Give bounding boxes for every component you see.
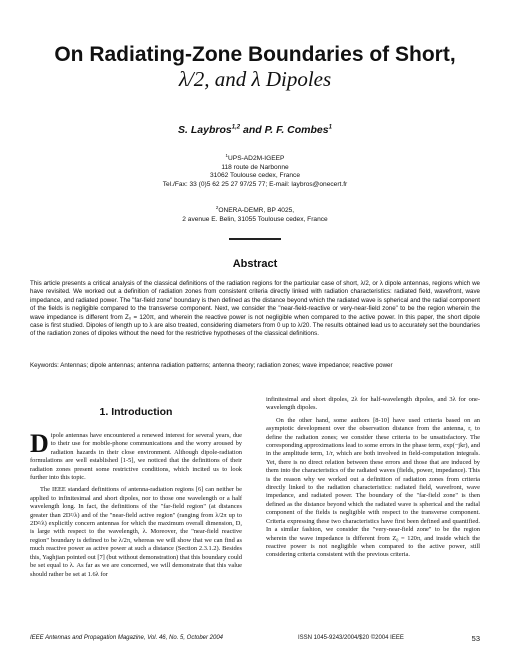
author-2: P. F. Combes <box>264 124 329 136</box>
right-column <box>266 396 480 564</box>
title-line-2: λ/2, and λ Dipoles <box>178 67 332 91</box>
affiliation-1-line-3: 31062 Toulouse cedex, France <box>209 172 301 180</box>
page-footer <box>30 635 480 645</box>
abstract-heading: Abstract <box>232 258 278 270</box>
intro-paragraph-3: infinitesimal and short dipoles, 2λ for half-wavelength dipoles, and 3λ for one-wavelength dipoles. <box>266 396 480 412</box>
author-1-superscript: 1,2 <box>231 124 241 131</box>
affiliation-2-line-1: ONERA-DEMR, BP 4025, <box>218 207 295 215</box>
affiliation-2 <box>60 204 450 224</box>
author-1: S. Laybros <box>178 124 232 136</box>
author-conjunction: and <box>243 124 262 136</box>
author-line <box>30 124 480 136</box>
introduction-heading: 1. Introduction <box>99 406 173 418</box>
title-line-1: On Radiating-Zone Boundaries of Short, <box>54 43 456 66</box>
affiliation-1-superscript: 1 <box>225 153 229 158</box>
drop-cap: D <box>30 429 49 458</box>
left-column <box>30 429 242 583</box>
affiliation-1-line-1: UPS-AD2M-IGEEP <box>228 155 285 163</box>
affiliation-2-superscript: 2 <box>215 205 219 210</box>
page-number: 53 <box>471 634 480 643</box>
affiliation-1-line-4: Tel./Fax: 33 (0)5 62 25 27 97/25 77; E-mail: laybros@onecert.fr <box>162 180 348 188</box>
issn-copyright: ISSN 1045-9243/2004/$20 ©2004 IEEE <box>298 635 404 641</box>
author-2-superscript: 1 <box>328 124 332 131</box>
abstract-text: This article presents a critical analysis of the classical definitions of the radiation regions for the particular case of short, λ/2, or λ dipole antennas, regions which we have revisited. We worked out a definition of radiation zones from consistent criteria directly linked with radiation characteristics: radiated field, wavefront, wave impedance, and radiated power. The "far-field zone" boundary is then defined as the distance beyond which the radiated wave is spherical and the radial component of the fields is negligible compared to the transverse component. Next, we consider the "near-field-reactive or very-near-field zone" to be the region wherein the wave impedance is different from Z₀ = 120π, and wherein the reactive power is not negligible when compared to the active power. In this paper, the short dipole case is first studied. Dipoles of length up to λ are also treated, considering diameters from 0 up to λ/20. The results obtained lead us to accurately set the boundaries of the radiation zones of dipoles without the need for the restrictive hypotheses of the classical definitions. <box>30 280 480 338</box>
intro-paragraph-1 <box>30 429 242 482</box>
intro-paragraph-1-text: ipole antennas have encountered a renewed interest for several years, due to their use for mobile-phone communications and the worry aroused by radiation hazards in their close environment. Although dipole-radiation formulations are well established [1-5], we noticed that the definitions of their radiation zones present some restrictive conditions, which incited us to look further into this topic. <box>30 432 242 482</box>
intro-paragraph-4: On the other hand, some authors [8-10] have used criteria based on an asymptotic development over the observation distance from the antenna, r, to define the radiation zones; we consider these criteria to be unsatisfactory. The corresponding approximations lead to some errors in the phase term, exp(−jkr), and in the amplitude term, 1/r, which are both involved in field-computation integrals. Yet, there is no direct relation between these errors and those that are induced by them into the characteristics of the radiated waves (fields, power, impedance). This is the reason why we worked out a definition of radiation zones from criteria directly linked to the radiation characteristics: radiated field, wavefront, wave impedance, and radiated power. The boundary of the "far-field zone" is then defined as the distance beyond which the radiated wave is spherical and the radial component of the fields is negligible with respect to the transverse component. Criteria expressing these two characteristics have first been defined and quantified. In a similar fashion, we consider the "very-near-field zone" to be the region wherein the wave impedance is different from Z₀ = 120π, and inside which the reactive power is not negligible when compared to the active power, still considering criteria consistent with the previous criteria. <box>266 416 480 559</box>
section-divider <box>229 238 281 240</box>
journal-citation: IEEE Antennas and Propagation Magazine, Vol. 46, No. 5, October 2004 <box>30 635 224 641</box>
keywords: Keywords: Antennas; dipole antennas; antenna radiation patterns; antenna theory; radiation zones; wave impedance; reactive power <box>30 362 393 369</box>
intro-paragraph-2: The IEEE standard definitions of antenna-radiation regions [6] can neither be applied to infinitesimal and short dipoles, nor to those one wavelength or a half wavelength long. In fact, the definitions of the "far-field region" (at distances greater than 2D²/λ) and of the "near-field active region" (ranging from λ/2π up to 2D²/λ) explicitly concern antennas for which the maximum overall dimension, D, is large with respect to the wavelength, λ. Moreover, the "near-field reactive region" boundary is defined to be λ/2π, whereas we will show that we can find as much reactive power as active power at such a distance (Section 2.3.1.2). Besides this, Yaghjian pointed out [7] (but without demonstration) that this boundary could be set equal to λ. As far as we are concerned, we will demonstrate that this value should rather be set at 1.6λ for <box>30 486 242 578</box>
affiliation-1-line-2: 118 route de Narbonne <box>221 163 289 171</box>
paper-title <box>30 42 480 92</box>
affiliation-2-line-2: 2 avenue E. Belin, 31055 Toulouse cedex, France <box>182 215 328 223</box>
affiliation-1 <box>60 152 450 190</box>
